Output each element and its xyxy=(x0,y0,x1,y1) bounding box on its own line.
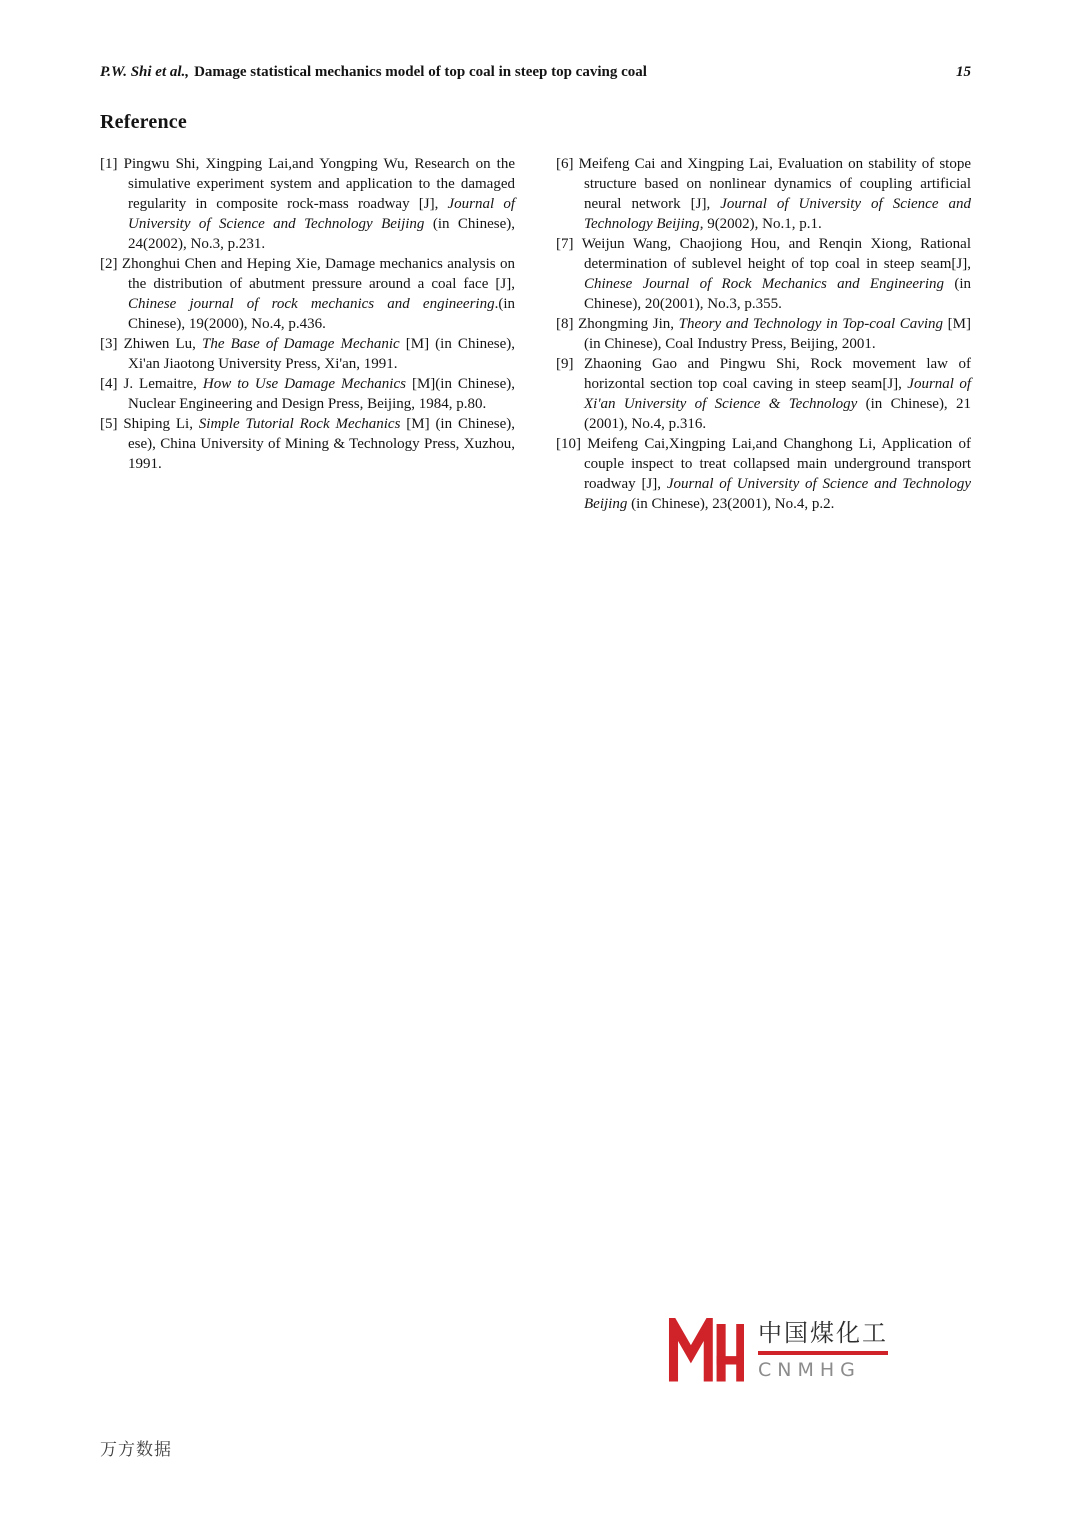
logo-chinese-name: 中国煤化工 xyxy=(758,1319,888,1347)
reference-text: Zhiwen Lu, xyxy=(123,336,203,352)
reference-title-italic: How to Use Damage Mechanics xyxy=(202,376,406,392)
reference-label: [3] xyxy=(100,336,118,352)
reference-label: [5] xyxy=(100,416,118,432)
reference-text: , 9(2002), No.1, p.1. xyxy=(699,216,822,232)
reference-title-italic: Journal of University of Science and Technology Beijing xyxy=(584,196,971,232)
reference-label: [10] xyxy=(556,436,581,452)
reference-title-italic: Theory and Technology in Top-coal Caving xyxy=(678,316,944,332)
reference-title-italic: Journal of University of Science and Technology Beijing xyxy=(584,476,971,512)
reference-item xyxy=(100,254,515,334)
reference-column-left xyxy=(100,154,515,514)
reference-column-right xyxy=(556,154,971,514)
reference-text: Zhaoning Gao and Pingwu Shi, Rock movement law of horizontal section top coal caving in steep seam[J], xyxy=(584,356,971,392)
reference-text: Meifeng Cai,Xingping Lai,and Changhong Li, Application of couple inspect to treat collapsed main underground transport roadway [J], xyxy=(584,436,972,492)
publisher-logo xyxy=(668,1318,888,1386)
reference-title-italic: The Base of Damage Mechanic xyxy=(202,336,400,352)
watermark-text: 万方数据 xyxy=(100,1440,172,1460)
reference-text: Shiping Li, xyxy=(123,416,199,432)
reference-label: [4] xyxy=(100,376,118,392)
reference-text: .(in Chinese), 19(2000), No.4, p.436. xyxy=(128,296,515,332)
reference-text: Zhongming Jin, xyxy=(578,316,679,332)
logo-mark-icon xyxy=(668,1318,744,1386)
logo-divider xyxy=(758,1351,888,1355)
reference-text: [M] (in Chinese), ese), China University of Mining & Technology Press, Xuzhou, 1991. xyxy=(128,416,516,472)
reference-label: [7] xyxy=(556,236,574,252)
running-title-text: Damage statistical mechanics model of top coal in steep top caving coal xyxy=(194,64,647,80)
logo-text-block xyxy=(758,1318,888,1381)
reference-label: [2] xyxy=(100,256,118,272)
reference-item xyxy=(556,154,971,234)
reference-text: (in Chinese), 23(2001), No.4, p.2. xyxy=(627,496,835,512)
running-title xyxy=(100,64,647,81)
reference-text: [M] (in Chinese), Coal Industry Press, Beijing, 2001. xyxy=(584,316,972,352)
running-authors: P.W. Shi et al., xyxy=(100,64,190,80)
reference-text: Zhonghui Chen and Heping Xie, Damage mechanics analysis on the distribution of abutment pressure around a coal face [J], xyxy=(121,256,516,292)
reference-text: (in Chinese), 20(2001), No.3, p.355. xyxy=(584,276,971,312)
reference-text: (in Chinese), 21 (2001), No.4, p.316. xyxy=(584,396,971,432)
reference-label: [6] xyxy=(556,156,574,172)
reference-text: Weijun Wang, Chaojiong Hou, and Renqin Xiong, Rational determination of sublevel height of top coal in steep seam[J], xyxy=(581,236,972,272)
paper-page xyxy=(0,0,1071,514)
section-title: Reference xyxy=(100,111,187,133)
reference-item xyxy=(100,374,515,414)
reference-text: Meifeng Cai and Xingping Lai, Evaluation on stability of stope structure based on nonlinear dynamics of coupling artificial neural network [J], xyxy=(578,156,972,212)
reference-label: [1] xyxy=(100,156,118,172)
reference-item xyxy=(100,334,515,374)
reference-text: (in Chinese), 24(2002), No.3, p.231. xyxy=(128,216,515,252)
reference-item xyxy=(556,354,971,434)
reference-item xyxy=(556,314,971,354)
reference-item xyxy=(556,234,971,314)
reference-title-italic: Chinese Journal of Rock Mechanics and Engineering xyxy=(584,276,945,292)
logo-latin-name: CNMHG xyxy=(758,1359,861,1381)
reference-text: [M](in Chinese), Nuclear Engineering and Design Press, Beijing, 1984, p.80. xyxy=(128,376,515,412)
reference-title-italic: Simple Tutorial Rock Mechanics xyxy=(198,416,401,432)
reference-item xyxy=(100,154,515,254)
reference-item xyxy=(100,414,515,474)
reference-title-italic: Journal of Xi'an University of Science & Technology xyxy=(584,376,971,412)
reference-columns xyxy=(100,154,971,514)
reference-label: [9] xyxy=(556,356,574,372)
reference-text: Pingwu Shi, Xingping Lai,and Yongping Wu, Research on the simulative experiment system and application to the damaged regularity in composite rock-mass roadway [J], xyxy=(123,156,516,212)
reference-label: [8] xyxy=(556,316,574,332)
reference-title-italic: Chinese journal of rock mechanics and engineering xyxy=(128,296,495,312)
running-header xyxy=(100,64,971,81)
reference-item xyxy=(556,434,971,514)
page-number: 15 xyxy=(956,64,971,80)
reference-text: J. Lemaitre, xyxy=(123,376,203,392)
reference-text: [M] (in Chinese), Xi'an Jiaotong University Press, Xi'an, 1991. xyxy=(128,336,516,372)
reference-title-italic: Journal of University of Science and Technology Beijing xyxy=(128,196,515,232)
